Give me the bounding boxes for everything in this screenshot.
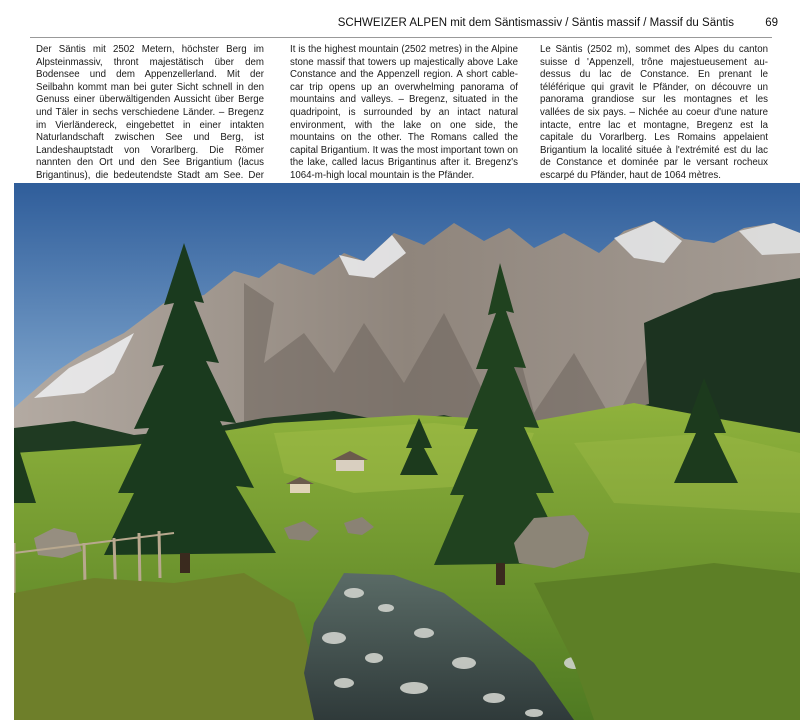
text-column-german: Der Säntis mit 2502 Metern, höchster Berg im Alpsteinmassiv, thront majestätisch über dem Bodensee und dem Appenzellerland. Mit der Seilbahn kommt man bei guter Sicht schnell in den Genuss einer überwältigenden Aussicht über Berge und Täler in sechs verschiedene Länder. – Bregenz im Vierländereck, eingebettet in einer intakten Naturlandschaft zwischen See und Berg, ist Landeshauptstadt von Vorarlberg. Die Römer nannten den Ort und den See Brigantium (lacus Brigantinus), die bedeutendste Stadt am See. Der (36, 44, 264, 181)
page-number: 69 (765, 17, 778, 29)
landscape-photo (14, 183, 800, 720)
header-rule (30, 37, 772, 38)
text-column-english: It is the highest mountain (2502 metres) in the Alpine stone massif that towers up majestically above Lake Constance and the Appenzell region. A short cable-car trip opens up an overwhelming panorama of mountains and valleys. – Bregenz, situated in the quadripoint, is surrounded by an intact natural environment, with the lake on one side, the mountains on the other. The Romans called the capital Brigantium. It was the most important town on the lake, called lacus Brigantinus after it. Bregenz's 1064-m-high local mountain is the Pfänder. (290, 44, 518, 181)
header-title: SCHWEIZER ALPEN mit dem Säntismassiv / Säntis massif / Massif du Säntis (337, 17, 734, 29)
text-column-french: Le Säntis (2502 m), sommet des Alpes du canton suisse d 'Appenzell, trône majestueusement au-dessus du lac de Constance. En prenant le téléférique qui gravit le Pfänder, on découvre un panorama grandiose sur les montagnes et les vallées de six pays. – Nichée au coeur d'une nature intacte, entre lac et montagne, Bregenz est la capitale du Vorarlberg. Les Romains appelaient Brigantium la localité située à l'extrémité est du lac de Constance et dominée par le versant rocheux escarpé du Pfänder, haut de 1064 mètres. (540, 44, 768, 181)
running-header (0, 16, 800, 34)
chalet (290, 483, 310, 493)
foreground-grass (14, 573, 314, 720)
chalet (336, 459, 364, 471)
